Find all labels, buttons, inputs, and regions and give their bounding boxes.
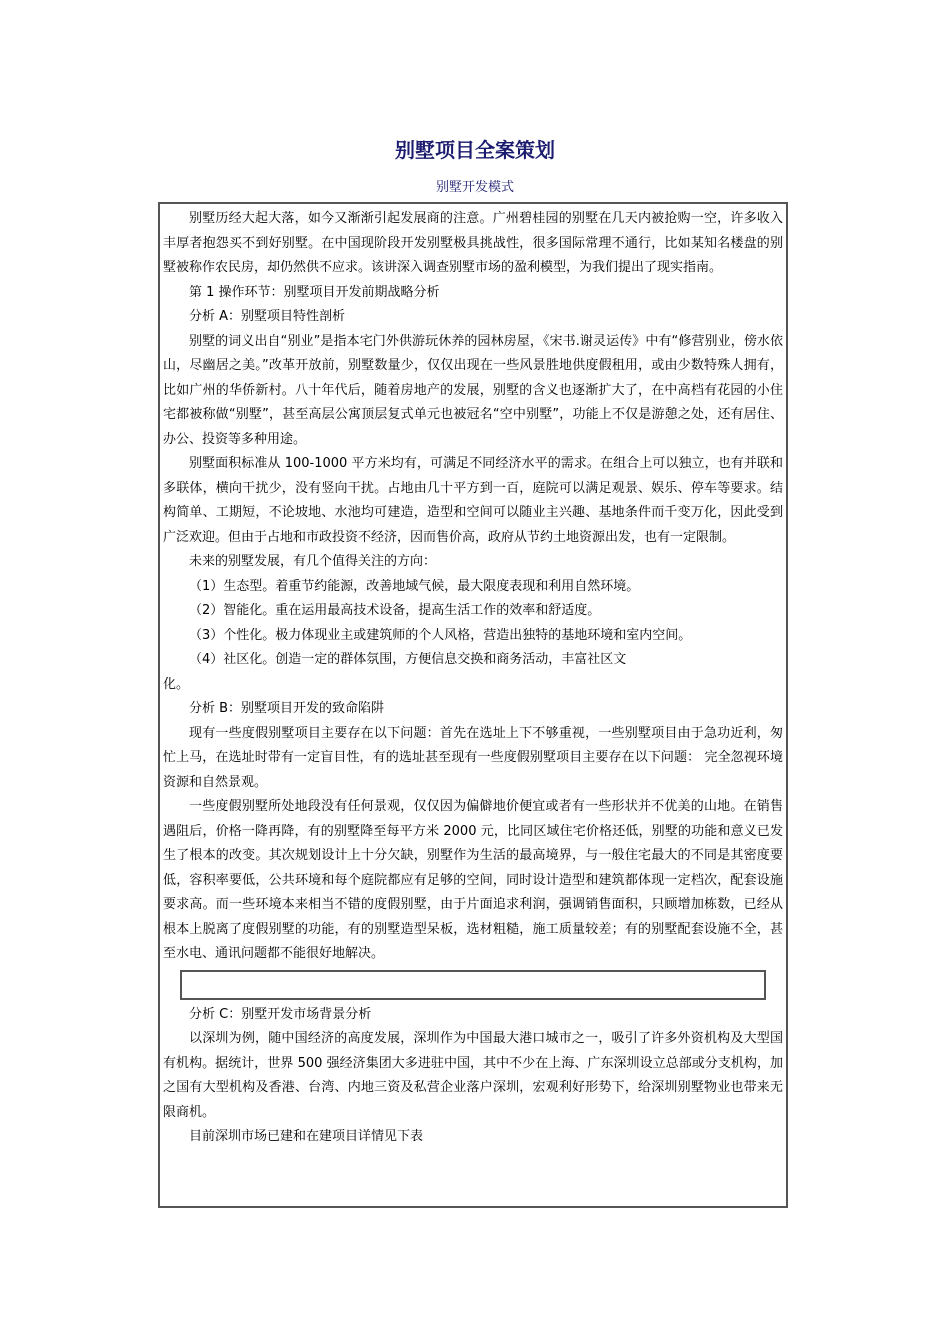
section-heading-step-1: 第 1 操作环节：别墅项目开发前期战略分析 — [189, 284, 440, 300]
intro-paragraph: 别墅历经大起大落，如今又渐渐引起发展商的注意。广州碧桂园的别墅在几天内被抢购一空，许多收入丰厚者抱怨买不到好别墅。在中国现阶段开发别墅极具挑战性，很多国际常理不通行，比如某知名楼盘的别墅被称作农民房，却仍然供不应求。该讲深入调查别墅市场的盈利模型，为我们提出了现实指南。 — [163, 211, 783, 275]
trend-item-community-continued: 化。 — [163, 676, 190, 692]
project-table-intro: 目前深圳市场已建和在建项目详情见下表 — [189, 1129, 424, 1144]
shenzhen-market-paragraph: 以深圳为例，随中国经济的高度发展，深圳作为中国最大港口城市之一，吸引了许多外资机构及大型国有机构。据统计，世界 500 强经济集团大多进驻中国，其中不少在上海、广东深圳设立总部或分支机构，加之国有大型机构及香港、台湾、内地三资及私营企业落户深圳，宏观利好形势下，给深圳别墅物业也带来无限商机。 — [163, 1031, 783, 1120]
villa-definition-paragraph: 别墅的词义出自“别业”是指本宅门外供游玩休养的园林房屋，《宋书.谢灵运传》中有“修营别业，傍水依山，尽幽居之美。”改革开放前，别墅数量少，仅仅出现在一些风景胜地供度假租用，或由少数特殊人拥有，比如广州的华侨新村。八十年代后，随着房地产的发展，别墅的含义也逐渐扩大了，在中高档有花园的小住宅都被称做“别墅”，甚至高层公寓顶层复式单元也被冠名“空中别墅”，功能上不仅是游憩之处，还有居住、办公、投资等多种用途。 — [163, 333, 783, 447]
content-box — [158, 202, 788, 1208]
analysis-c-heading: 分析 C：别墅开发市场背景分析 — [189, 1006, 372, 1022]
trend-item-personalized: （3）个性化。极力体现业主或建筑师的个人风格，营造出独特的基地环境和室内空间。 — [189, 627, 692, 643]
document-subtitle: 别墅开发模式 — [435, 180, 514, 195]
landscape-problem-paragraph: 一些度假别墅所处地段没有任何景观，仅仅因为偏僻地价便宜或者有一些形状并不优美的山地。在销售遇阻后，价格一降再降，有的别墅降至每平方米 2000 元，比同区域住宅价格还低，别墅的功能和意义已发生了根本的改变。其次规划设计上十分欠缺，别墅作为生活的最高境界，与一般住宅最大的不同是其密度要低，容积率要低，公共环境和每个庭院都应有足够的空间，同时设计造型和建筑都体现一定档次，配套设施要求高。而一些环境本来相当不错的度假别墅，由于片面追求利润，强调销售面积，只顾增加栋数，已经从根本上脱离了度假别墅的功能，有的别墅造型呆板，选材粗糙，施工质量较差；有的别墅配套设施不全，甚至水电、通讯问题都不能很好地解决。 — [163, 799, 783, 961]
site-selection-paragraph: 现有一些度假别墅项目主要存在以下问题：首先在选址上下不够重视，一些别墅项目由于急功近利，匆忙上马，在选址时带有一定盲目性，有的选址甚至现有一些度假别墅项目主要存在以下问题： 完全忽视环境资源和自然景观。 — [163, 725, 783, 790]
trend-item-intelligent: （2）智能化。重在运用最高技术设备，提高生活工作的效率和舒适度。 — [189, 603, 601, 618]
empty-table-frame — [180, 970, 766, 1000]
analysis-a-heading: 分析 A：别墅项目特性剖析 — [189, 309, 346, 324]
villa-area-paragraph: 别墅面积标准从 100-1000 平方米均有，可满足不同经济水平的需求。在组合上可以独立，也有并联和多联体，横向干扰少，没有竖向干扰。占地由几十平方到一百，庭院可以满足观景、娱乐、停车等要求。结构简单、工期短，不论坡地、水池均可建造，造型和空间可以随业主兴趣、基地条件而千变万化，因此受到广泛欢迎。但由于占地和市政投资不经济，因而售价高，政府从节约土地资源出发，也有一定限制。 — [163, 456, 783, 545]
analysis-b-heading: 分析 B：别墅项目开发的致命陷阱 — [189, 701, 385, 716]
trend-item-ecological: （1）生态型。着重节约能源，改善地域气候，最大限度表现和利用自然环境。 — [189, 578, 640, 594]
document-title: 别墅项目全案策划 — [395, 138, 555, 162]
future-trends-intro: 未来的别墅发展，有几个值得关注的方向： — [189, 554, 437, 569]
trend-item-community: （4）社区化。创造一定的群体氛围，方便信息交换和商务活动，丰富社区文 — [189, 652, 627, 667]
